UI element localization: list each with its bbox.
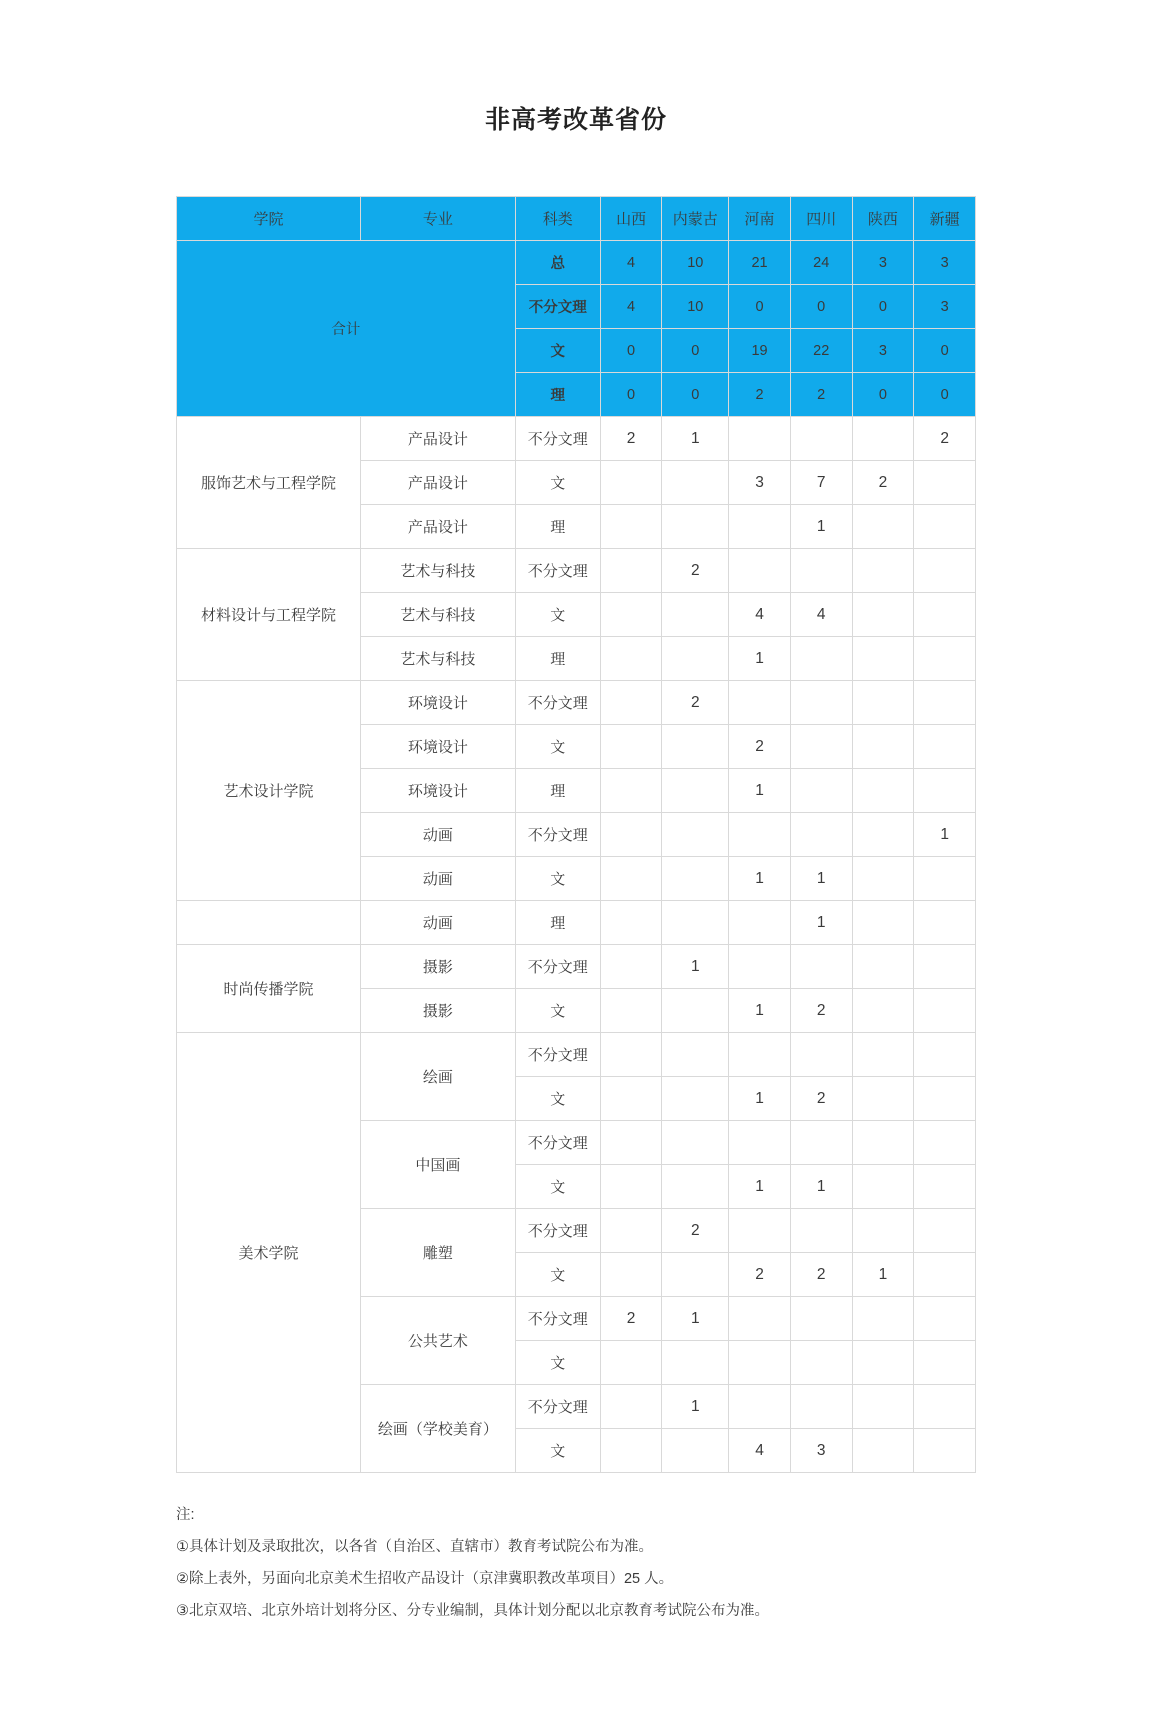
cell-quota-河南 bbox=[729, 549, 791, 593]
cell-kelei: 不分文理 bbox=[515, 1033, 600, 1077]
cell-quota-山西 bbox=[600, 989, 662, 1033]
cell-quota-内蒙古 bbox=[662, 1253, 729, 1297]
cell-quota-新疆: 1 bbox=[914, 813, 976, 857]
cell-quota-陕西 bbox=[852, 945, 914, 989]
cell-kelei: 文 bbox=[515, 1077, 600, 1121]
summary-cell: 0 bbox=[852, 373, 914, 417]
cell-quota-山西 bbox=[600, 1033, 662, 1077]
cell-major: 摄影 bbox=[361, 945, 516, 989]
cell-quota-山西: 2 bbox=[600, 417, 662, 461]
cell-quota-陕西 bbox=[852, 1429, 914, 1473]
cell-quota-陕西 bbox=[852, 857, 914, 901]
cell-quota-河南: 1 bbox=[729, 857, 791, 901]
summary-cell: 0 bbox=[914, 373, 976, 417]
summary-cell: 3 bbox=[852, 241, 914, 285]
cell-college: 艺术设计学院 bbox=[177, 681, 361, 901]
cell-quota-河南: 1 bbox=[729, 637, 791, 681]
cell-quota-四川 bbox=[790, 1297, 852, 1341]
cell-kelei: 文 bbox=[515, 989, 600, 1033]
note-item-1: ①具体计划及录取批次，以各省（自治区、直辖市）教育考试院公布为准。 bbox=[176, 1538, 653, 1555]
cell-quota-新疆 bbox=[914, 1209, 976, 1253]
summary-cell: 0 bbox=[662, 373, 729, 417]
cell-quota-新疆 bbox=[914, 1077, 976, 1121]
cell-quota-陕西 bbox=[852, 637, 914, 681]
cell-kelei: 不分文理 bbox=[515, 1121, 600, 1165]
table-body bbox=[177, 417, 976, 1473]
cell-quota-陕西: 2 bbox=[852, 461, 914, 505]
cell-quota-陕西 bbox=[852, 1297, 914, 1341]
cell-quota-新疆 bbox=[914, 505, 976, 549]
cell-quota-陕西 bbox=[852, 1077, 914, 1121]
cell-quota-新疆 bbox=[914, 901, 976, 945]
cell-kelei: 文 bbox=[515, 1429, 600, 1473]
cell-quota-内蒙古: 2 bbox=[662, 681, 729, 725]
table-row bbox=[177, 417, 976, 461]
cell-quota-陕西 bbox=[852, 989, 914, 1033]
cell-kelei: 文 bbox=[515, 1165, 600, 1209]
cell-quota-新疆 bbox=[914, 1033, 976, 1077]
cell-major: 产品设计 bbox=[361, 505, 516, 549]
summary-cell: 24 bbox=[790, 241, 852, 285]
col-header-college: 学院 bbox=[177, 197, 361, 241]
cell-kelei: 不分文理 bbox=[515, 1385, 600, 1429]
cell-quota-山西 bbox=[600, 857, 662, 901]
cell-quota-陕西 bbox=[852, 1385, 914, 1429]
note-item-2: ②除上表外，另面向北京美术生招收产品设计（京津冀职教改革项目）25 人。 bbox=[176, 1570, 674, 1587]
cell-major: 动画 bbox=[361, 857, 516, 901]
cell-quota-河南: 2 bbox=[729, 725, 791, 769]
cell-quota-内蒙古 bbox=[662, 593, 729, 637]
summary-cell: 3 bbox=[914, 241, 976, 285]
cell-quota-四川 bbox=[790, 813, 852, 857]
cell-quota-新疆 bbox=[914, 857, 976, 901]
cell-quota-四川 bbox=[790, 549, 852, 593]
summary-kelei: 理 bbox=[515, 373, 600, 417]
cell-quota-内蒙古 bbox=[662, 725, 729, 769]
col-header-major: 专业 bbox=[361, 197, 516, 241]
cell-kelei: 不分文理 bbox=[515, 549, 600, 593]
cell-quota-山西 bbox=[600, 1209, 662, 1253]
cell-kelei: 文 bbox=[515, 725, 600, 769]
cell-quota-河南: 1 bbox=[729, 1165, 791, 1209]
summary-cell: 3 bbox=[852, 329, 914, 373]
cell-quota-新疆 bbox=[914, 769, 976, 813]
cell-quota-山西 bbox=[600, 1429, 662, 1473]
cell-quota-内蒙古: 2 bbox=[662, 549, 729, 593]
cell-quota-陕西 bbox=[852, 549, 914, 593]
cell-quota-河南: 4 bbox=[729, 593, 791, 637]
summary-cell: 0 bbox=[600, 329, 662, 373]
cell-quota-内蒙古 bbox=[662, 769, 729, 813]
cell-quota-内蒙古: 2 bbox=[662, 1209, 729, 1253]
cell-quota-内蒙古 bbox=[662, 1165, 729, 1209]
cell-quota-内蒙古 bbox=[662, 813, 729, 857]
cell-quota-新疆 bbox=[914, 725, 976, 769]
cell-quota-河南 bbox=[729, 1033, 791, 1077]
cell-quota-山西 bbox=[600, 1385, 662, 1429]
note-item-3: ③北京双培、北京外培计划将分区、分专业编制，具体计划分配以北京教育考试院公布为准。 bbox=[176, 1602, 769, 1619]
cell-quota-陕西 bbox=[852, 417, 914, 461]
cell-college: 材料设计与工程学院 bbox=[177, 549, 361, 681]
summary-row-total bbox=[177, 241, 976, 285]
summary-cell: 0 bbox=[914, 329, 976, 373]
cell-major: 中国画 bbox=[361, 1121, 516, 1209]
cell-quota-河南 bbox=[729, 505, 791, 549]
cell-quota-山西 bbox=[600, 725, 662, 769]
cell-quota-山西 bbox=[600, 945, 662, 989]
cell-quota-新疆 bbox=[914, 945, 976, 989]
cell-quota-陕西 bbox=[852, 505, 914, 549]
cell-quota-陕西 bbox=[852, 813, 914, 857]
cell-quota-内蒙古 bbox=[662, 1077, 729, 1121]
table-row bbox=[177, 945, 976, 989]
cell-quota-陕西 bbox=[852, 1121, 914, 1165]
cell-quota-山西 bbox=[600, 1341, 662, 1385]
cell-quota-四川 bbox=[790, 417, 852, 461]
cell-quota-陕西 bbox=[852, 681, 914, 725]
cell-kelei: 不分文理 bbox=[515, 417, 600, 461]
cell-college bbox=[177, 901, 361, 945]
cell-major: 艺术与科技 bbox=[361, 593, 516, 637]
cell-quota-河南 bbox=[729, 681, 791, 725]
cell-quota-河南 bbox=[729, 1341, 791, 1385]
cell-major: 公共艺术 bbox=[361, 1297, 516, 1385]
cell-quota-陕西 bbox=[852, 1341, 914, 1385]
cell-quota-河南: 1 bbox=[729, 989, 791, 1033]
plan-table-container bbox=[176, 133, 976, 1473]
cell-quota-内蒙古 bbox=[662, 1033, 729, 1077]
cell-quota-四川: 7 bbox=[790, 461, 852, 505]
summary-label: 合计 bbox=[177, 241, 516, 417]
cell-quota-陕西 bbox=[852, 1033, 914, 1077]
cell-quota-四川: 1 bbox=[790, 901, 852, 945]
table-row bbox=[177, 901, 976, 945]
cell-kelei: 不分文理 bbox=[515, 813, 600, 857]
cell-quota-山西: 2 bbox=[600, 1297, 662, 1341]
cell-quota-新疆 bbox=[914, 1385, 976, 1429]
cell-quota-山西 bbox=[600, 1077, 662, 1121]
cell-quota-四川 bbox=[790, 1385, 852, 1429]
cell-major: 雕塑 bbox=[361, 1209, 516, 1297]
cell-quota-内蒙古: 1 bbox=[662, 1385, 729, 1429]
cell-quota-山西 bbox=[600, 505, 662, 549]
cell-kelei: 理 bbox=[515, 637, 600, 681]
cell-kelei: 理 bbox=[515, 769, 600, 813]
summary-cell: 22 bbox=[790, 329, 852, 373]
cell-kelei: 不分文理 bbox=[515, 1209, 600, 1253]
cell-major: 动画 bbox=[361, 901, 516, 945]
cell-quota-新疆 bbox=[914, 461, 976, 505]
cell-quota-河南 bbox=[729, 1385, 791, 1429]
summary-kelei: 不分文理 bbox=[515, 285, 600, 329]
cell-quota-内蒙古 bbox=[662, 989, 729, 1033]
summary-cell: 0 bbox=[600, 373, 662, 417]
cell-quota-山西 bbox=[600, 1253, 662, 1297]
cell-quota-新疆 bbox=[914, 1121, 976, 1165]
cell-major: 动画 bbox=[361, 813, 516, 857]
cell-quota-河南 bbox=[729, 945, 791, 989]
cell-quota-陕西 bbox=[852, 725, 914, 769]
cell-quota-四川 bbox=[790, 1121, 852, 1165]
cell-quota-河南: 2 bbox=[729, 1253, 791, 1297]
cell-major: 产品设计 bbox=[361, 417, 516, 461]
summary-cell: 3 bbox=[914, 285, 976, 329]
cell-quota-陕西 bbox=[852, 901, 914, 945]
col-header-province-1: 内蒙古 bbox=[662, 197, 729, 241]
cell-major: 绘画 bbox=[361, 1033, 516, 1121]
cell-quota-新疆 bbox=[914, 637, 976, 681]
cell-quota-陕西 bbox=[852, 1165, 914, 1209]
table-head bbox=[177, 197, 976, 241]
cell-quota-山西 bbox=[600, 593, 662, 637]
cell-quota-内蒙古 bbox=[662, 1429, 729, 1473]
page-title: 非高考改革省份 bbox=[484, 106, 667, 134]
cell-kelei: 文 bbox=[515, 1341, 600, 1385]
cell-quota-新疆 bbox=[914, 549, 976, 593]
cell-kelei: 文 bbox=[515, 461, 600, 505]
col-header-province-4: 陕西 bbox=[852, 197, 914, 241]
cell-quota-山西 bbox=[600, 549, 662, 593]
cell-quota-新疆: 2 bbox=[914, 417, 976, 461]
cell-quota-新疆 bbox=[914, 1253, 976, 1297]
cell-quota-四川: 2 bbox=[790, 1253, 852, 1297]
cell-quota-内蒙古 bbox=[662, 901, 729, 945]
summary-cell: 21 bbox=[729, 241, 791, 285]
cell-kelei: 理 bbox=[515, 901, 600, 945]
summary-cell: 10 bbox=[662, 241, 729, 285]
cell-quota-山西 bbox=[600, 1121, 662, 1165]
summary-cell: 4 bbox=[600, 285, 662, 329]
cell-quota-新疆 bbox=[914, 593, 976, 637]
summary-cell: 2 bbox=[729, 373, 791, 417]
cell-quota-四川: 1 bbox=[790, 1165, 852, 1209]
col-header-kelei: 科类 bbox=[515, 197, 600, 241]
cell-quota-新疆 bbox=[914, 1429, 976, 1473]
cell-quota-四川: 3 bbox=[790, 1429, 852, 1473]
cell-kelei: 理 bbox=[515, 505, 600, 549]
cell-quota-山西 bbox=[600, 637, 662, 681]
cell-quota-四川 bbox=[790, 681, 852, 725]
cell-quota-四川: 2 bbox=[790, 1077, 852, 1121]
cell-quota-河南: 4 bbox=[729, 1429, 791, 1473]
cell-quota-四川 bbox=[790, 945, 852, 989]
cell-quota-内蒙古: 1 bbox=[662, 1297, 729, 1341]
cell-quota-山西 bbox=[600, 681, 662, 725]
cell-quota-内蒙古 bbox=[662, 461, 729, 505]
cell-quota-河南 bbox=[729, 901, 791, 945]
summary-cell: 19 bbox=[729, 329, 791, 373]
cell-major: 环境设计 bbox=[361, 681, 516, 725]
cell-quota-山西 bbox=[600, 461, 662, 505]
cell-quota-河南 bbox=[729, 813, 791, 857]
cell-quota-内蒙古 bbox=[662, 857, 729, 901]
cell-quota-四川: 1 bbox=[790, 857, 852, 901]
summary-cell: 2 bbox=[790, 373, 852, 417]
summary-cell: 0 bbox=[662, 329, 729, 373]
cell-quota-山西 bbox=[600, 769, 662, 813]
cell-quota-河南: 1 bbox=[729, 769, 791, 813]
table-row bbox=[177, 681, 976, 725]
cell-college: 时尚传播学院 bbox=[177, 945, 361, 1033]
header-row bbox=[177, 197, 976, 241]
cell-kelei: 文 bbox=[515, 593, 600, 637]
summary-cell: 4 bbox=[600, 241, 662, 285]
cell-kelei: 不分文理 bbox=[515, 681, 600, 725]
cell-quota-四川: 4 bbox=[790, 593, 852, 637]
summary-kelei: 总 bbox=[515, 241, 600, 285]
col-header-province-0: 山西 bbox=[600, 197, 662, 241]
cell-quota-四川 bbox=[790, 725, 852, 769]
cell-quota-新疆 bbox=[914, 1341, 976, 1385]
summary-kelei: 文 bbox=[515, 329, 600, 373]
cell-quota-山西 bbox=[600, 1165, 662, 1209]
cell-quota-四川 bbox=[790, 1341, 852, 1385]
cell-quota-四川 bbox=[790, 637, 852, 681]
cell-kelei: 文 bbox=[515, 1253, 600, 1297]
summary-cell: 0 bbox=[729, 285, 791, 329]
cell-quota-内蒙古: 1 bbox=[662, 945, 729, 989]
cell-kelei: 不分文理 bbox=[515, 945, 600, 989]
cell-quota-河南 bbox=[729, 1209, 791, 1253]
col-header-province-5: 新疆 bbox=[914, 197, 976, 241]
cell-kelei: 文 bbox=[515, 857, 600, 901]
cell-quota-新疆 bbox=[914, 989, 976, 1033]
cell-major: 环境设计 bbox=[361, 769, 516, 813]
cell-quota-四川 bbox=[790, 769, 852, 813]
summary-cell: 10 bbox=[662, 285, 729, 329]
cell-quota-四川 bbox=[790, 1033, 852, 1077]
cell-quota-新疆 bbox=[914, 1165, 976, 1209]
cell-quota-新疆 bbox=[914, 1297, 976, 1341]
cell-quota-陕西 bbox=[852, 769, 914, 813]
cell-quota-内蒙古 bbox=[662, 1121, 729, 1165]
cell-quota-新疆 bbox=[914, 681, 976, 725]
cell-quota-河南: 3 bbox=[729, 461, 791, 505]
cell-quota-内蒙古: 1 bbox=[662, 417, 729, 461]
summary-cell: 0 bbox=[790, 285, 852, 329]
cell-quota-河南 bbox=[729, 1297, 791, 1341]
cell-quota-陕西: 1 bbox=[852, 1253, 914, 1297]
cell-quota-四川: 1 bbox=[790, 505, 852, 549]
cell-major: 摄影 bbox=[361, 989, 516, 1033]
cell-kelei: 不分文理 bbox=[515, 1297, 600, 1341]
cell-major: 艺术与科技 bbox=[361, 549, 516, 593]
table-summary-body bbox=[177, 241, 976, 417]
cell-quota-四川: 2 bbox=[790, 989, 852, 1033]
cell-major: 艺术与科技 bbox=[361, 637, 516, 681]
cell-quota-山西 bbox=[600, 813, 662, 857]
col-header-province-2: 河南 bbox=[729, 197, 791, 241]
cell-quota-河南 bbox=[729, 417, 791, 461]
cell-college: 美术学院 bbox=[177, 1033, 361, 1473]
cell-quota-河南: 1 bbox=[729, 1077, 791, 1121]
summary-cell: 0 bbox=[852, 285, 914, 329]
cell-quota-山西 bbox=[600, 901, 662, 945]
col-header-province-3: 四川 bbox=[790, 197, 852, 241]
cell-quota-陕西 bbox=[852, 1209, 914, 1253]
cell-college: 服饰艺术与工程学院 bbox=[177, 417, 361, 549]
cell-major: 环境设计 bbox=[361, 725, 516, 769]
table-row bbox=[177, 549, 976, 593]
cell-quota-内蒙古 bbox=[662, 1341, 729, 1385]
notes-section bbox=[176, 1473, 976, 1628]
table-row bbox=[177, 1033, 976, 1077]
cell-quota-陕西 bbox=[852, 593, 914, 637]
cell-major: 产品设计 bbox=[361, 461, 516, 505]
enrollment-plan-table bbox=[176, 196, 976, 1473]
cell-major: 绘画（学校美育） bbox=[361, 1385, 516, 1473]
notes-heading: 注: bbox=[176, 1507, 195, 1523]
cell-quota-四川 bbox=[790, 1209, 852, 1253]
cell-quota-内蒙古 bbox=[662, 637, 729, 681]
cell-quota-河南 bbox=[729, 1121, 791, 1165]
cell-quota-内蒙古 bbox=[662, 505, 729, 549]
